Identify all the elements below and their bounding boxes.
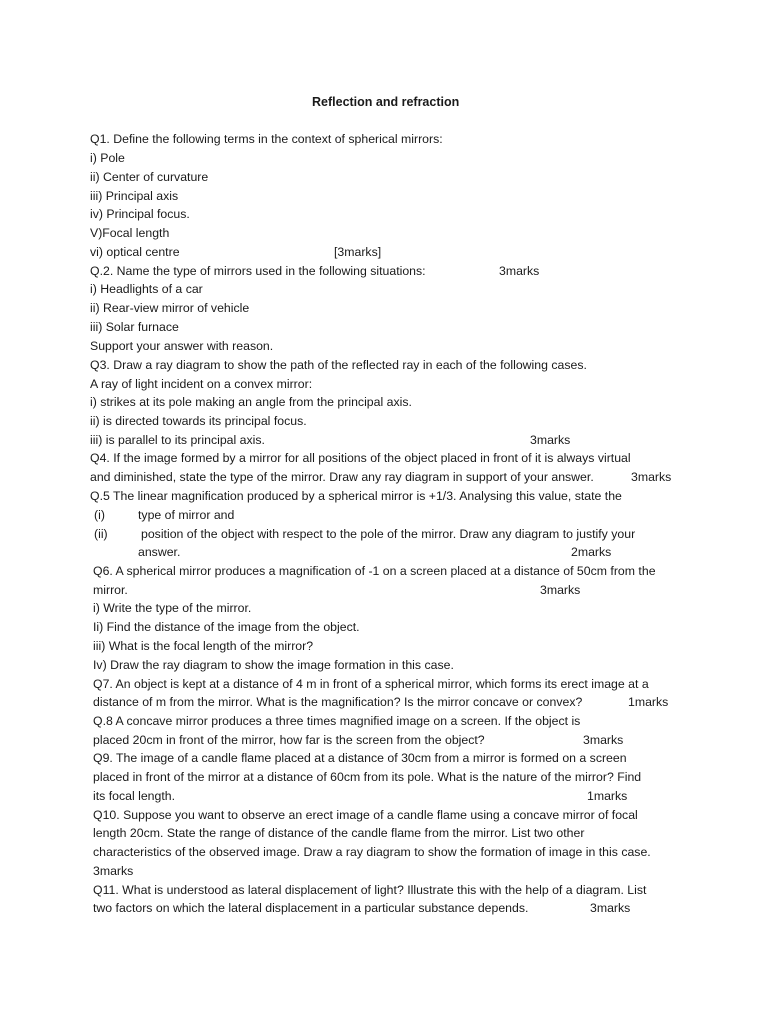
q9-text: Q9. The image of a candle flame placed at a distance of 30cm from a mirror is formed on a screen: [93, 751, 627, 765]
q5-text: Q.5 The linear magnification produced by a spherical mirror is +1/3. Analysing this value, state the: [90, 489, 622, 503]
q1-marks: [3marks]: [334, 245, 382, 259]
q10-text-cont1: length 20cm. State the range of distance of the candle flame from the mirror. List two other: [93, 826, 585, 840]
q5-item-i-text: type of mirror and: [138, 508, 235, 522]
q2-support: Support your answer with reason.: [90, 339, 274, 353]
q6-marks: 3marks: [540, 583, 581, 597]
q3-intro: A ray of light incident on a convex mirror:: [90, 377, 313, 391]
q6-text-cont: mirror.: [93, 583, 128, 597]
q11-text: Q11. What is understood as lateral displacement of light? Illustrate this with the help of a diagram. List: [93, 883, 647, 897]
q6-item-type: i) Write the type of the mirror.: [93, 601, 252, 615]
q6-item-distance: Ii) Find the distance of the image from the object.: [93, 620, 360, 634]
q6-item-focal: iii) What is the focal length of the mirror?: [93, 639, 314, 653]
q5-item-ii-cont: answer.: [138, 545, 181, 559]
q7-text-cont: distance of m from the mirror. What is the magnification? Is the mirror concave or convex?: [93, 695, 583, 709]
q9-text-cont: placed in front of the mirror at a distance of 60cm from its pole. What is the nature of the mirror? Find: [93, 770, 642, 784]
q8-marks: 3marks: [583, 733, 624, 747]
q1-item-focal-length: V)Focal length: [90, 226, 170, 240]
q5-item-i-label: (i): [94, 508, 105, 522]
q11-marks: 3marks: [590, 901, 631, 915]
q2-item-solar-furnace: iii) Solar furnace: [90, 320, 179, 334]
q1-item-pole: i) Pole: [90, 151, 125, 165]
q3-item-pole: i) strikes at its pole making an angle from the principal axis.: [90, 395, 412, 409]
q8-text-cont: placed 20cm in front of the mirror, how far is the screen from the object?: [93, 733, 485, 747]
q10-text-cont2: characteristics of the observed image. Draw a ray diagram to show the formation of image in this case.: [93, 845, 651, 859]
q7-marks: 1marks: [628, 695, 669, 709]
q2-text: Q.2. Name the type of mirrors used in the following situations:: [90, 264, 426, 278]
q5-item-ii-label: (ii): [94, 527, 108, 541]
q10-text: Q10. Suppose you want to observe an erect image of a candle flame using a concave mirror of focal: [93, 808, 638, 822]
q2-marks: 3marks: [499, 264, 540, 278]
q1-item-curvature: ii) Center of curvature: [90, 170, 209, 184]
q8-text: Q.8 A concave mirror produces a three times magnified image on a screen. If the object is: [93, 714, 581, 728]
q3-marks: 3marks: [530, 433, 571, 447]
q4-text-line2: and diminished, state the type of the mirror. Draw any ray diagram in support of your answer.: [90, 470, 594, 484]
q5-marks: 2marks: [571, 545, 612, 559]
q3-item-focus: ii) is directed towards its principal focus.: [90, 414, 307, 428]
q2-item-headlights: i) Headlights of a car: [90, 282, 203, 296]
q4-text-line1: Q4. If the image formed by a mirror for all positions of the object placed in front of it is always virtual: [90, 451, 631, 465]
q9-marks: 1marks: [587, 789, 628, 803]
q11-text-cont: two factors on which the lateral displacement in a particular substance depends.: [93, 901, 529, 915]
q1-item-focus: iv) Principal focus.: [90, 207, 190, 221]
q1-text: Q1. Define the following terms in the context of spherical mirrors:: [90, 132, 443, 146]
q6-text: Q6. A spherical mirror produces a magnification of -1 on a screen placed at a distance of 50cm from the: [93, 564, 656, 578]
q1-item-axis: iii) Principal axis: [90, 189, 179, 203]
q3-item-parallel: iii) is parallel to its principal axis.: [90, 433, 265, 447]
q1-item-optical-centre: vi) optical centre: [90, 245, 180, 259]
q3-text: Q3. Draw a ray diagram to show the path of the reflected ray in each of the following cases.: [90, 358, 587, 372]
q4-marks: 3marks: [631, 470, 672, 484]
q9-text-end: its focal length.: [93, 789, 176, 803]
q2-item-rear-view: ii) Rear-view mirror of vehicle: [90, 301, 250, 315]
q6-item-diagram: Iv) Draw the ray diagram to show the image formation in this case.: [93, 658, 454, 672]
q10-marks: 3marks: [93, 864, 134, 878]
document-title: Reflection and refraction: [312, 95, 460, 109]
q5-item-ii-text: position of the object with respect to the pole of the mirror. Draw any diagram to justify your: [141, 527, 636, 541]
q7-text: Q7. An object is kept at a distance of 4 m in front of a spherical mirror, which forms its erect image at a: [93, 677, 649, 691]
